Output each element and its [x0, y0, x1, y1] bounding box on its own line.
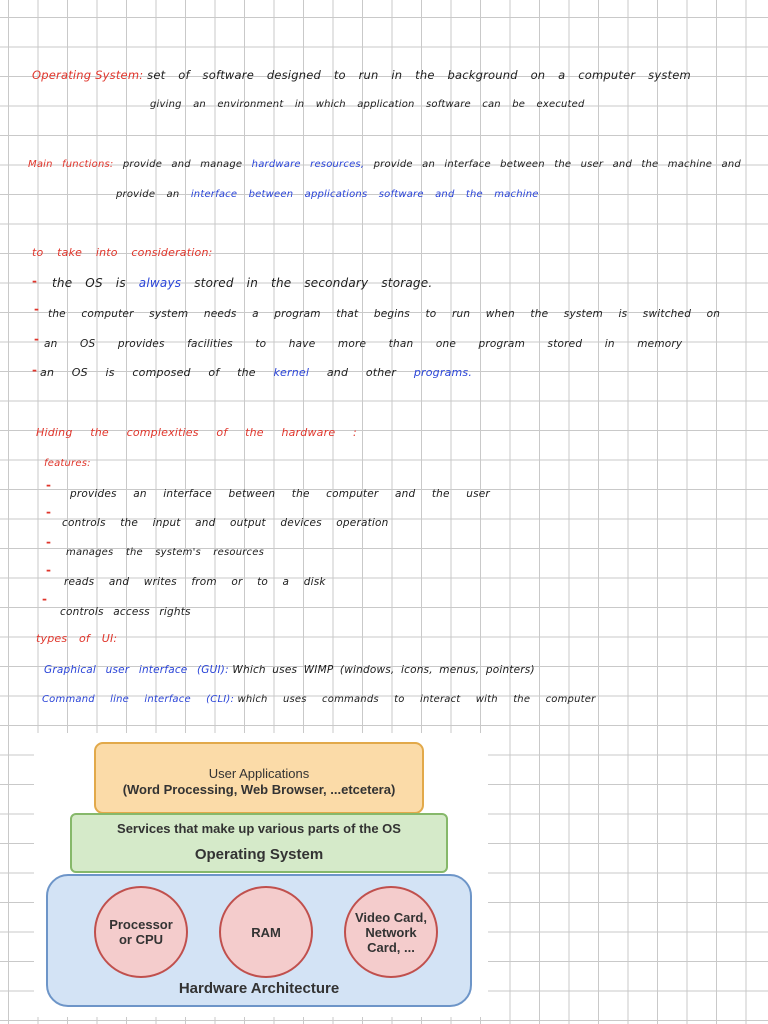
- feature-item-2: controls the input and output devices operation: [62, 517, 389, 529]
- feature-item-4: reads and writes from or to a disk: [64, 576, 326, 588]
- user-applications-examples: (Word Processing, Web Browser, ...etcetera): [122, 782, 396, 797]
- user-applications-title: User Applications: [208, 766, 310, 781]
- consideration-heading: to take into consideration:: [32, 246, 213, 259]
- main-functions-text-1b: hardware resources,: [251, 159, 365, 170]
- features-label: features:: [44, 458, 91, 469]
- cli-term: Command line interface (CLI):: [42, 694, 235, 705]
- feature-item-1: provides an interface between the computer and the user: [70, 488, 490, 500]
- main-functions-text-2b: interface between applications software and the machine: [190, 189, 539, 200]
- feature-item-3: manages the system's resources: [66, 547, 265, 558]
- bullet-dash: -: [34, 332, 39, 346]
- bullet-dash: -: [46, 478, 51, 492]
- main-functions-text-1c: provide an interface between the user and the machine and: [373, 159, 741, 170]
- definition-text-2: giving an environment in which application software can be executed: [150, 99, 585, 110]
- definition-line-2: [150, 97, 585, 113]
- consideration-item-1c: stored in the secondary storage.: [194, 276, 433, 290]
- consideration-item-1a: the OS is: [52, 276, 126, 290]
- video-network-card-circle: Video Card, Network Card, ...: [344, 886, 438, 978]
- consideration-item-2: [48, 306, 720, 322]
- user-applications-box: [94, 742, 424, 814]
- gui-term: Graphical user interface (GUI):: [44, 664, 229, 676]
- bullet-dash: -: [46, 535, 51, 549]
- definition-text-1: set of software designed to run in the background on a computer system: [147, 68, 691, 82]
- definition-line-1: [32, 67, 691, 83]
- hiding-heading: Hiding the complexities of the hardware :: [36, 426, 357, 439]
- ram-circle: RAM: [219, 886, 313, 978]
- bullet-dash: -: [32, 274, 37, 288]
- main-functions-line-2: [116, 187, 539, 203]
- consideration-item-1b: always: [138, 276, 182, 290]
- processor-circle: Processor or CPU: [94, 886, 188, 978]
- consideration-item-4: [40, 365, 472, 381]
- cli-desc: which uses commands to interact with the computer: [237, 694, 596, 705]
- consideration-item-1: [52, 275, 432, 291]
- main-functions-text-1a: provide and manage: [122, 159, 243, 170]
- consideration-item-3: [44, 336, 682, 352]
- main-functions-line-1: [28, 157, 741, 173]
- gui-desc: Which uses WIMP (windows, icons, menus, pointers): [232, 664, 535, 676]
- consideration-item-4c: and other: [326, 366, 397, 379]
- hardware-architecture-box: [46, 874, 472, 1007]
- bullet-dash: -: [32, 363, 37, 377]
- os-layers-diagram: [34, 733, 488, 1017]
- os-services-text: Services that make up various parts of the OS: [117, 821, 401, 836]
- hardware-architecture-label: Hardware Architecture: [178, 980, 340, 997]
- consideration-item-4b: kernel: [273, 366, 310, 379]
- ui-heading: types of UI:: [36, 632, 118, 645]
- operating-system-box: [70, 813, 448, 873]
- main-functions-text-2a: provide an: [116, 189, 180, 200]
- definition-term: Operating System:: [32, 68, 144, 82]
- consideration-item-3-text: an OS provides facilities to have more than one program stored in memory: [44, 338, 683, 350]
- bullet-dash: -: [46, 505, 51, 519]
- bullet-dash: -: [46, 563, 51, 577]
- consideration-item-2-text: the computer system needs a program that begins to run when the system is switched on: [48, 308, 721, 320]
- bullet-dash: -: [42, 592, 47, 606]
- consideration-item-4d: programs.: [413, 366, 473, 379]
- os-label: Operating System: [194, 846, 324, 863]
- feature-item-5: controls access rights: [60, 606, 191, 618]
- cli-line: [42, 692, 595, 708]
- consideration-item-4a: an OS is composed of the: [40, 366, 256, 379]
- main-functions-term: Main functions:: [28, 159, 114, 170]
- bullet-dash: -: [34, 302, 39, 316]
- gui-line: [44, 662, 535, 678]
